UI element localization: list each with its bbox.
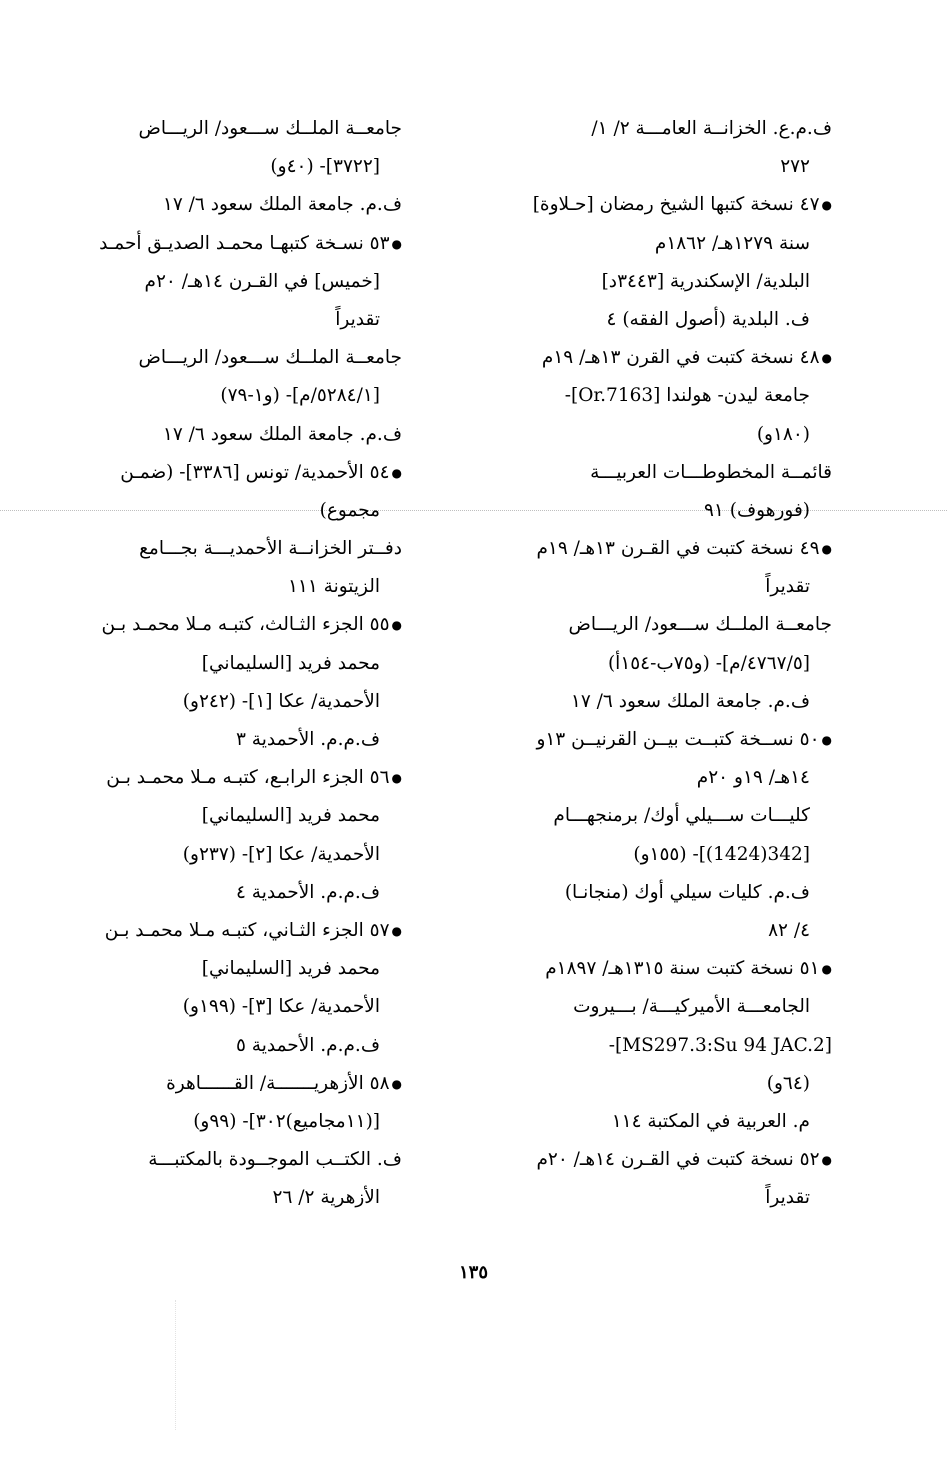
bullet-icon: ● (821, 198, 832, 213)
entry-line: (٦٤و) (766, 1072, 810, 1094)
entry-line: م. العربية في المكتبة ١١٤ (611, 1110, 810, 1132)
entry-line: مجموع) (319, 499, 380, 521)
entry-continuation (72, 110, 402, 225)
bullet-icon: ● (391, 923, 402, 938)
bullet-icon: ● (821, 733, 832, 747)
entry-line: سنة ١٢٧٩هـ/ ١٨٦٢م (654, 232, 810, 254)
bullet-icon: ● (391, 771, 402, 786)
entry-48 (502, 339, 832, 530)
entry-line: [خميس] في القـرن ١٤هـ/ ٢٠م (144, 270, 380, 292)
entry-line: [٣٧٢٢]- (٤٠و) (270, 156, 380, 178)
entry-line: [(١١مجاميع)٣٠٢]- (٩٩و) (193, 1110, 380, 1132)
bullet-icon: ● (391, 236, 402, 251)
entry-line: محمد فريد [السليماني] (201, 958, 380, 980)
entry-56 (72, 759, 402, 912)
entry-line: (١٨٠و) (756, 423, 810, 445)
entry-line: ●٥٦ الجزء الرابـع، كتبـه مـلا محمـد بـن (72, 759, 402, 797)
bullet-icon: ● (391, 1076, 402, 1091)
right-column (502, 110, 832, 1217)
entry-50 (502, 721, 832, 950)
entry-52 (502, 1141, 832, 1217)
bullet-icon: ● (821, 351, 832, 366)
bullet-icon: ● (821, 542, 832, 557)
entry-58 (72, 1065, 402, 1218)
entry-line: [MS297.3:Su 94 JAC.2]- (608, 1034, 832, 1056)
entry-line: [٥٢٨٤/١/م]- (و١-٧٩) (220, 385, 380, 407)
entry-line: ●٤٧ نسخة كتبها الشيخ رمضان [حـلاوة] (502, 186, 832, 224)
entry-line: ١٤هـ/ ١٩و ٢٠م (696, 767, 810, 789)
entry-line: الزيتونة ١١١ (287, 576, 380, 598)
entry-line: ٤/ ٨٢ (768, 919, 810, 941)
entry-line: ف. البلدية (أصول الفقه) ٤ (606, 308, 810, 330)
entry-line: جامعة ليدن- هولندا [Or.7163]- (564, 385, 810, 407)
entry-line: البلدية/ الإسكندرية [٣٤٤٣د] (601, 270, 810, 292)
bullet-icon: ● (391, 618, 402, 633)
entry-line: دفــتر الخزانــة الأحمديـــة بجـــامع (139, 538, 402, 560)
entry-line: ف.م. جامعة الملك سعود ٦/ ١٧ (162, 194, 402, 216)
entry-line: ●٥٤ الأحمدية/ تونس [٣٣٨٦]- (ضمـن (72, 454, 402, 492)
entry-continuation (502, 110, 832, 186)
entry-line: ●٥٢ نسخة كتبت في القـرن ١٤هـ/ ٢٠م (502, 1141, 832, 1179)
entry-line: ف.م. كليات سيلي أوك (منجانـا) (564, 881, 810, 903)
entry-line: ●٥١ نسخة كتبت سنة ١٣١٥هـ/ ١٨٩٧م (502, 950, 832, 988)
entry-53 (72, 225, 402, 454)
entry-line: تقديراً (765, 1187, 810, 1209)
bullet-icon: ● (391, 465, 402, 480)
entry-line: ف.م.ع. الخزانــة العامـــة ٢/ ١/ (591, 118, 832, 139)
entry-line: ف.م.م. الأحمدية ٥ (235, 1034, 380, 1056)
entry-line: ف.م.م. الأحمدية ٣ (235, 729, 380, 750)
entry-line: ●٤٩ نسخة كتبت في القـرن ١٣هـ/ ١٩م (502, 530, 832, 568)
left-column (72, 110, 402, 1217)
entry-line: تقديراً (765, 576, 810, 598)
entry-line: الأزهرية ٢/ ٢٦ (272, 1187, 380, 1209)
entry-line: قائمــة المخطوطـــات العربيـــة (590, 461, 832, 483)
entry-line: (فورهوف) ٩١ (703, 499, 810, 521)
entry-line: جامعــة الملــك ســـعود/ الريـــاض (568, 614, 832, 636)
entry-line: جامعــة الملــك ســـعود/ الريـــاض (138, 347, 402, 369)
entry-line: محمد فريد [السليماني] (201, 805, 380, 827)
entry-line: الجامعـــة الأميركيـــة/ بـــيروت (573, 996, 810, 1018)
entry-line: ●٥٥ الجزء الثـالث، كتبـه مـلا محمـد بـن (72, 606, 402, 644)
entry-line: الأحمدية/ عكا [١]- (٢٤٢و) (182, 690, 380, 712)
entry-line: ف.م. جامعة الملك سعود ٦/ ١٧ (162, 423, 402, 445)
entry-line: ●٥٣ نسـخة كتبهـا محمـد الصديـق أحمـد (72, 225, 402, 263)
entry-line: ●٥٨ الأزهريـــــــة/ القــــــاهرة (72, 1065, 402, 1103)
entry-54 (72, 454, 402, 607)
entry-line: [342(1424)]- (١٥٥و) (633, 843, 810, 865)
entry-47 (502, 186, 832, 339)
page-number: ١٣٥ (458, 1262, 488, 1283)
entry-line: تقديراً (335, 308, 380, 330)
entry-line: ●٤٨ نسخة كتبت في القرن ١٣هـ/ ١٩م (502, 339, 832, 377)
entry-line: الأحمدية/ عكا [٣]- (١٩٩و) (182, 996, 380, 1018)
entry-line: ف.م.م. الأحمدية ٤ (235, 881, 380, 903)
entry-55 (72, 606, 402, 759)
entry-line: ٢٧٢ (780, 156, 810, 178)
bullet-icon: ● (821, 1153, 832, 1168)
entry-line: جامعــة الملــك ســـعود/ الريـــاض (138, 118, 402, 139)
entry-line: ●٥٧ الجزء الثـاني، كتبـه مـلا محمـد بـن (72, 912, 402, 950)
entry-line: ف.م. جامعة الملك سعود ٦/ ١٧ (570, 690, 810, 712)
entry-line: [٤٧٦٧/٥/م]- (و٧٥ب-١٥٤أ) (607, 652, 810, 674)
entry-49 (502, 530, 832, 721)
bullet-icon: ● (821, 962, 832, 977)
entry-line: ف. الكتــب الموجــودة بالمكتبـــة (148, 1149, 402, 1171)
entry-line: الأحمدية/ عكا [٢]- (٢٣٧و) (182, 843, 380, 865)
entry-57 (72, 912, 402, 1065)
scan-artifact (175, 1300, 296, 1430)
entry-line: ●٥٠ نســخة كتبــت بيــن القرنيــن ١٣و (502, 721, 832, 759)
entry-51 (502, 950, 832, 1141)
entry-line: كليـــات ســـيلي أوك/ برمنجهـــام (553, 805, 810, 827)
entry-line: محمد فريد [السليماني] (201, 652, 380, 674)
